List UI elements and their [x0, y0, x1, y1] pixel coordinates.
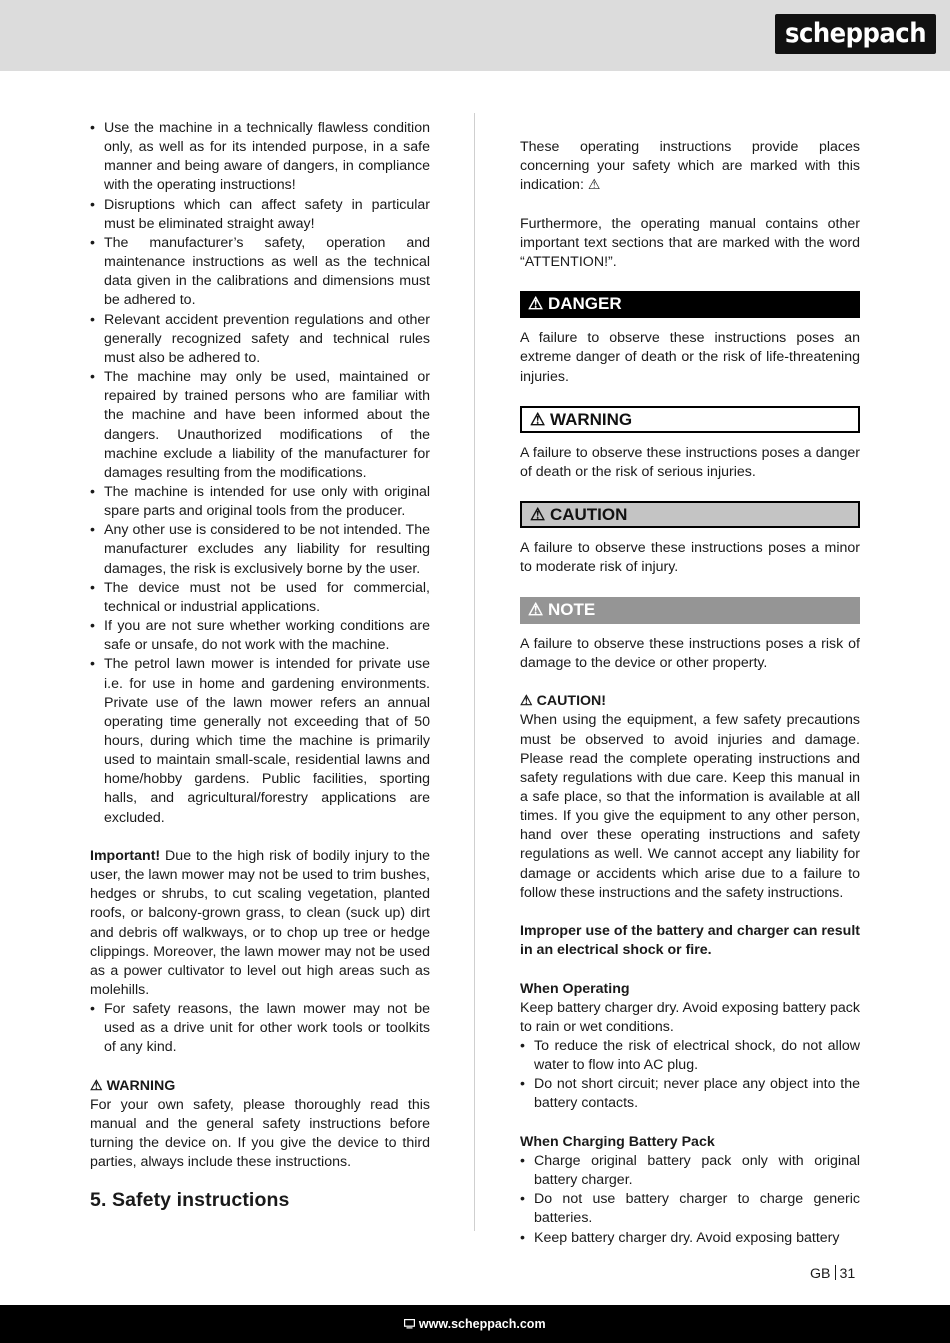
warning-title: ⚠ WARNING	[90, 1077, 176, 1094]
list-item: • Use the machine in a technically flawless condition only, as well as for its intended purpose, in a safe manner and being aware of dangers, in compliance with the operating instructions!	[90, 119, 430, 196]
right-column	[520, 138, 860, 1248]
section-heading: 5. Safety instructions	[90, 1188, 290, 1211]
list-item: • The device must not be used for commercial, technical or industrial applications.	[90, 579, 430, 617]
operating-bullets	[520, 1037, 860, 1114]
list-item: • Charge original battery pack only with original battery charger.	[520, 1152, 860, 1190]
bullet-list-drive-unit	[90, 1000, 430, 1057]
list-item: • The machine may only be used, maintained or repaired by trained persons who are familiar with the machine and have been informed about the dangers. Unauthorized modifications of the machine exclude a liability of the manufacturer for damages resulting from the modifications.	[90, 368, 430, 483]
battery-warning: Improper use of the battery and charger can result in an electrical shock or fire.	[520, 923, 860, 959]
danger-text: A failure to observe these instructions poses an extreme danger of death or the risk of life-threatening injuries.	[520, 330, 860, 385]
list-item: • The manufacturer’s safety, operation and maintenance instructions as well as the technical data given in the calibrations and dimensions must be adhered to.	[90, 234, 430, 311]
list-item: • Do not short circuit; never place any object into the battery contacts.	[520, 1075, 860, 1113]
list-item: • The machine is intended for use only with original spare parts and original tools from the producer.	[90, 483, 430, 521]
list-item: • Any other use is considered to be not intended. The manufacturer excludes any liability for resulting damages, the risk is exclusively borne by the user.	[90, 521, 430, 578]
caution-heading: ⚠ CAUTION!	[520, 693, 607, 710]
column-divider	[474, 113, 475, 1231]
intro-paragraph: These operating instructions provide places concerning your safety which are marked with this indication: ⚠	[520, 139, 860, 194]
website-link[interactable]: www.scheppach.com	[418, 1317, 546, 1331]
language-code: GB	[810, 1266, 831, 1282]
monitor-icon	[404, 1317, 418, 1331]
list-item: • To reduce the risk of electrical shock, do not allow water to flow into AC plug.	[520, 1037, 860, 1075]
page-number	[810, 1265, 855, 1282]
warning-label-box: ⚠ WARNING	[520, 406, 860, 433]
left-column	[90, 119, 430, 1210]
header-bar	[0, 0, 950, 71]
list-item: • For safety reasons, the lawn mower may not be used as a drive unit for other work tools or toolkits of any kind.	[90, 1000, 430, 1057]
attention-paragraph: Furthermore, the operating manual contains other important text sections that are marked with the word “ATTENTION!”.	[520, 215, 860, 270]
list-item: • Do not use battery charger to charge generic batteries.	[520, 1190, 860, 1228]
page-number-value: 31	[839, 1266, 856, 1282]
bullet-list-rules	[90, 119, 430, 828]
important-label: Important!	[90, 847, 161, 864]
caution-text: A failure to observe these instructions poses a minor to moderate risk of injury.	[520, 540, 860, 576]
charging-heading: When Charging Battery Pack	[520, 1133, 715, 1150]
danger-label-box: ⚠ DANGER	[520, 291, 860, 318]
list-item: • The petrol lawn mower is intended for private use i.e. for use in home and gardening environments. Private use of the lawn mower refers an annual operating time generally not exceeding that of 50 hours, during which time the machine is primarily used to maintain small-scale, residential lawns and home/hobby gardens. Public facilities, sporting halls, and agricultural/forestry applications are excluded.	[90, 655, 430, 827]
list-item: • Keep battery charger dry. Avoid exposing battery	[520, 1229, 860, 1248]
note-text: A failure to observe these instructions poses a risk of damage to the device or other property.	[520, 635, 860, 671]
operating-heading: When Operating	[520, 980, 630, 997]
charging-bullets	[520, 1152, 860, 1248]
caution-label-box: ⚠ CAUTION	[520, 501, 860, 528]
operating-text: Keep battery charger dry. Avoid exposing battery pack to rain or wet conditions.	[520, 999, 860, 1035]
list-item: • Relevant accident prevention regulations and other generally recognized safety and technical rules must also be adhered to.	[90, 311, 430, 368]
caution-paragraph: When using the equipment, a few safety precautions must be observed to avoid injuries and damage. Please read the complete operating instructions and safety regulations with due care. Keep this manual in a safe place, so that the information is available at all times. If you give the equipment to any other person, hand over these operating instructions and safety regulations as well. We cannot accept any liability for damage or accidents which arise due to a failure to follow these instructions and the safety instructions.	[520, 712, 860, 901]
warning-box-text: A failure to observe these instructions poses a danger of death or the risk of serious injuries.	[520, 444, 860, 480]
warning-text: For your own safety, please thoroughly read this manual and the general safety instructions before turning the device on. If you give the device to third parties, always include these instructions.	[90, 1096, 430, 1171]
list-item: • If you are not sure whether working conditions are safe or unsafe, do not work with the machine.	[90, 617, 430, 655]
important-text: Due to the high risk of bodily injury to the user, the lawn mower may not be used to trim bushes, hedges or shrubs, to cut scaling vegetation, planted roofs, or balcony-grown grass, to clean (suck up) dirt and debris off walkways, or to chop up tree or hedge clippings. Moreover, the lawn mower may not be used as a power cultivator to level out high areas such as molehills.	[90, 847, 430, 999]
list-item: • Disruptions which can affect safety in particular must be eliminated straight away!	[90, 196, 430, 234]
note-label-box: ⚠ NOTE	[520, 597, 860, 624]
page-number-separator	[835, 1265, 836, 1280]
footer-bar	[0, 1305, 950, 1343]
brand-logo: scheppach	[775, 14, 936, 54]
important-paragraph	[90, 847, 430, 1000]
